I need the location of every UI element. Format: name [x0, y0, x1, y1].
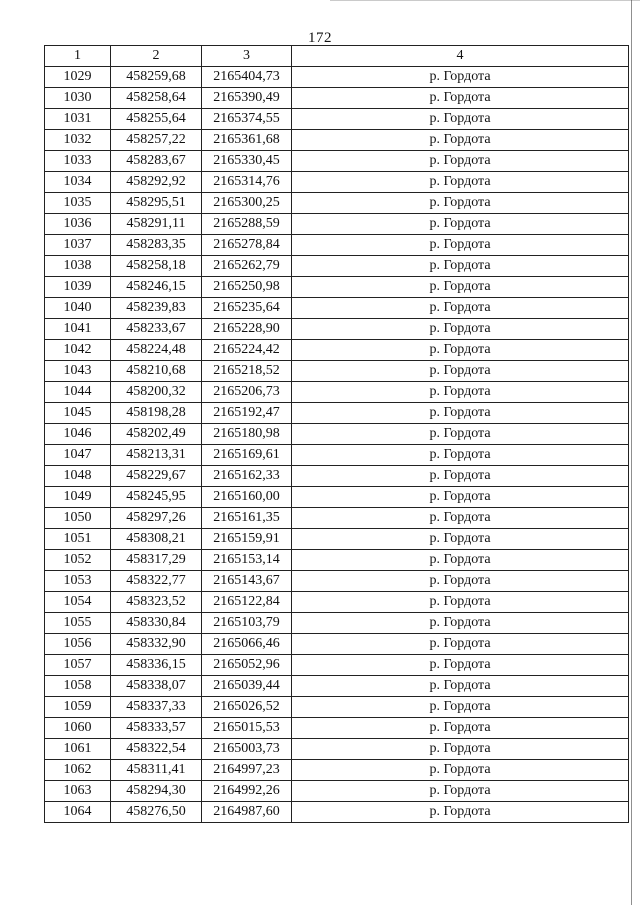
y-coordinate-cell: 2165278,84 [202, 235, 292, 256]
object-name-cell: р. Гордота [292, 130, 629, 151]
column-header-3: 3 [202, 46, 292, 67]
point-number-cell: 1043 [45, 361, 111, 382]
page-number: 172 [308, 30, 332, 46]
y-coordinate-cell: 2165122,84 [202, 592, 292, 613]
table-row [45, 529, 629, 550]
x-coordinate-cell: 458276,50 [111, 802, 202, 823]
x-coordinate-cell: 458198,28 [111, 403, 202, 424]
object-name-cell: р. Гордота [292, 109, 629, 130]
x-coordinate-cell: 458245,95 [111, 487, 202, 508]
point-number-cell: 1044 [45, 382, 111, 403]
table-row [45, 613, 629, 634]
object-name-cell: р. Гордота [292, 361, 629, 382]
object-name-cell: р. Гордота [292, 676, 629, 697]
y-coordinate-cell: 2165103,79 [202, 613, 292, 634]
x-coordinate-cell: 458323,52 [111, 592, 202, 613]
object-name-cell: р. Гордота [292, 235, 629, 256]
x-coordinate-cell: 458246,15 [111, 277, 202, 298]
table-row [45, 88, 629, 109]
object-name-cell: р. Гордота [292, 739, 629, 760]
y-coordinate-cell: 2165288,59 [202, 214, 292, 235]
table-row [45, 760, 629, 781]
x-coordinate-cell: 458259,68 [111, 67, 202, 88]
table-row [45, 781, 629, 802]
point-number-cell: 1041 [45, 319, 111, 340]
y-coordinate-cell: 2164987,60 [202, 802, 292, 823]
x-coordinate-cell: 458322,54 [111, 739, 202, 760]
column-header-4: 4 [292, 46, 629, 67]
y-coordinate-cell: 2165162,33 [202, 466, 292, 487]
object-name-cell: р. Гордота [292, 571, 629, 592]
x-coordinate-cell: 458295,51 [111, 193, 202, 214]
object-name-cell: р. Гордота [292, 403, 629, 424]
object-name-cell: р. Гордота [292, 529, 629, 550]
y-coordinate-cell: 2165228,90 [202, 319, 292, 340]
point-number-cell: 1062 [45, 760, 111, 781]
object-name-cell: р. Гордота [292, 172, 629, 193]
y-coordinate-cell: 2165250,98 [202, 277, 292, 298]
coordinates-table [44, 45, 629, 823]
object-name-cell: р. Гордота [292, 214, 629, 235]
y-coordinate-cell: 2165206,73 [202, 382, 292, 403]
object-name-cell: р. Гордота [292, 88, 629, 109]
x-coordinate-cell: 458294,30 [111, 781, 202, 802]
point-number-cell: 1045 [45, 403, 111, 424]
table-row [45, 403, 629, 424]
y-coordinate-cell: 2165218,52 [202, 361, 292, 382]
object-name-cell: р. Гордота [292, 613, 629, 634]
x-coordinate-cell: 458283,67 [111, 151, 202, 172]
point-number-cell: 1032 [45, 130, 111, 151]
y-coordinate-cell: 2165026,52 [202, 697, 292, 718]
point-number-cell: 1059 [45, 697, 111, 718]
table-row [45, 235, 629, 256]
x-coordinate-cell: 458308,21 [111, 529, 202, 550]
object-name-cell: р. Гордота [292, 802, 629, 823]
x-coordinate-cell: 458239,83 [111, 298, 202, 319]
x-coordinate-cell: 458292,92 [111, 172, 202, 193]
table-row [45, 172, 629, 193]
page-edge-top [330, 0, 640, 1]
table-row [45, 151, 629, 172]
point-number-cell: 1061 [45, 739, 111, 760]
y-coordinate-cell: 2165015,53 [202, 718, 292, 739]
point-number-cell: 1063 [45, 781, 111, 802]
x-coordinate-cell: 458283,35 [111, 235, 202, 256]
table-row [45, 67, 629, 88]
y-coordinate-cell: 2165039,44 [202, 676, 292, 697]
point-number-cell: 1035 [45, 193, 111, 214]
table-row [45, 571, 629, 592]
table-row [45, 697, 629, 718]
table-row [45, 739, 629, 760]
object-name-cell: р. Гордота [292, 277, 629, 298]
y-coordinate-cell: 2165224,42 [202, 340, 292, 361]
x-coordinate-cell: 458297,26 [111, 508, 202, 529]
object-name-cell: р. Гордота [292, 592, 629, 613]
table-row [45, 214, 629, 235]
point-number-cell: 1060 [45, 718, 111, 739]
x-coordinate-cell: 458317,29 [111, 550, 202, 571]
table-header [45, 46, 629, 67]
x-coordinate-cell: 458233,67 [111, 319, 202, 340]
point-number-cell: 1029 [45, 67, 111, 88]
point-number-cell: 1036 [45, 214, 111, 235]
point-number-cell: 1034 [45, 172, 111, 193]
object-name-cell: р. Гордота [292, 67, 629, 88]
y-coordinate-cell: 2165404,73 [202, 67, 292, 88]
table-row [45, 340, 629, 361]
y-coordinate-cell: 2165361,68 [202, 130, 292, 151]
object-name-cell: р. Гордота [292, 424, 629, 445]
y-coordinate-cell: 2164992,26 [202, 781, 292, 802]
object-name-cell: р. Гордота [292, 193, 629, 214]
x-coordinate-cell: 458338,07 [111, 676, 202, 697]
table-row [45, 130, 629, 151]
object-name-cell: р. Гордота [292, 487, 629, 508]
object-name-cell: р. Гордота [292, 382, 629, 403]
point-number-cell: 1064 [45, 802, 111, 823]
x-coordinate-cell: 458330,84 [111, 613, 202, 634]
point-number-cell: 1054 [45, 592, 111, 613]
x-coordinate-cell: 458229,67 [111, 466, 202, 487]
point-number-cell: 1030 [45, 88, 111, 109]
y-coordinate-cell: 2165192,47 [202, 403, 292, 424]
column-header-2: 2 [111, 46, 202, 67]
table-row [45, 445, 629, 466]
table-row [45, 718, 629, 739]
point-number-cell: 1056 [45, 634, 111, 655]
y-coordinate-cell: 2165374,55 [202, 109, 292, 130]
y-coordinate-cell: 2165066,46 [202, 634, 292, 655]
y-coordinate-cell: 2165160,00 [202, 487, 292, 508]
table-row [45, 676, 629, 697]
x-coordinate-cell: 458311,41 [111, 760, 202, 781]
x-coordinate-cell: 458291,11 [111, 214, 202, 235]
point-number-cell: 1051 [45, 529, 111, 550]
point-number-cell: 1040 [45, 298, 111, 319]
x-coordinate-cell: 458258,64 [111, 88, 202, 109]
y-coordinate-cell: 2165262,79 [202, 256, 292, 277]
page-edge-right [631, 0, 632, 905]
table-row [45, 466, 629, 487]
x-coordinate-cell: 458337,33 [111, 697, 202, 718]
point-number-cell: 1050 [45, 508, 111, 529]
object-name-cell: р. Гордота [292, 781, 629, 802]
object-name-cell: р. Гордота [292, 256, 629, 277]
object-name-cell: р. Гордота [292, 151, 629, 172]
point-number-cell: 1052 [45, 550, 111, 571]
point-number-cell: 1033 [45, 151, 111, 172]
table-row [45, 382, 629, 403]
object-name-cell: р. Гордота [292, 697, 629, 718]
x-coordinate-cell: 458333,57 [111, 718, 202, 739]
table-row [45, 487, 629, 508]
y-coordinate-cell: 2165300,25 [202, 193, 292, 214]
object-name-cell: р. Гордота [292, 508, 629, 529]
table-row [45, 298, 629, 319]
y-coordinate-cell: 2165052,96 [202, 655, 292, 676]
object-name-cell: р. Гордота [292, 718, 629, 739]
point-number-cell: 1058 [45, 676, 111, 697]
column-header-1: 1 [45, 46, 111, 67]
point-number-cell: 1038 [45, 256, 111, 277]
table-row [45, 802, 629, 823]
table-row [45, 361, 629, 382]
object-name-cell: р. Гордота [292, 760, 629, 781]
table-row [45, 592, 629, 613]
object-name-cell: р. Гордота [292, 634, 629, 655]
x-coordinate-cell: 458257,22 [111, 130, 202, 151]
header-row [45, 46, 629, 67]
y-coordinate-cell: 2165235,64 [202, 298, 292, 319]
table-row [45, 508, 629, 529]
y-coordinate-cell: 2165153,14 [202, 550, 292, 571]
point-number-cell: 1053 [45, 571, 111, 592]
object-name-cell: р. Гордота [292, 298, 629, 319]
y-coordinate-cell: 2165330,45 [202, 151, 292, 172]
point-number-cell: 1037 [45, 235, 111, 256]
point-number-cell: 1042 [45, 340, 111, 361]
table-row [45, 277, 629, 298]
x-coordinate-cell: 458210,68 [111, 361, 202, 382]
x-coordinate-cell: 458200,32 [111, 382, 202, 403]
point-number-cell: 1048 [45, 466, 111, 487]
point-number-cell: 1055 [45, 613, 111, 634]
table-row [45, 424, 629, 445]
y-coordinate-cell: 2164997,23 [202, 760, 292, 781]
x-coordinate-cell: 458255,64 [111, 109, 202, 130]
x-coordinate-cell: 458258,18 [111, 256, 202, 277]
y-coordinate-cell: 2165003,73 [202, 739, 292, 760]
y-coordinate-cell: 2165169,61 [202, 445, 292, 466]
point-number-cell: 1046 [45, 424, 111, 445]
x-coordinate-cell: 458336,15 [111, 655, 202, 676]
point-number-cell: 1057 [45, 655, 111, 676]
table-row [45, 655, 629, 676]
point-number-cell: 1031 [45, 109, 111, 130]
object-name-cell: р. Гордота [292, 466, 629, 487]
object-name-cell: р. Гордота [292, 340, 629, 361]
table-body [45, 67, 629, 823]
y-coordinate-cell: 2165390,49 [202, 88, 292, 109]
object-name-cell: р. Гордота [292, 550, 629, 571]
y-coordinate-cell: 2165161,35 [202, 508, 292, 529]
table-row [45, 550, 629, 571]
object-name-cell: р. Гордота [292, 319, 629, 340]
table-row [45, 634, 629, 655]
y-coordinate-cell: 2165159,91 [202, 529, 292, 550]
x-coordinate-cell: 458213,31 [111, 445, 202, 466]
point-number-cell: 1049 [45, 487, 111, 508]
x-coordinate-cell: 458332,90 [111, 634, 202, 655]
y-coordinate-cell: 2165143,67 [202, 571, 292, 592]
object-name-cell: р. Гордота [292, 655, 629, 676]
table-row [45, 193, 629, 214]
table-row [45, 256, 629, 277]
y-coordinate-cell: 2165314,76 [202, 172, 292, 193]
y-coordinate-cell: 2165180,98 [202, 424, 292, 445]
table-row [45, 319, 629, 340]
x-coordinate-cell: 458224,48 [111, 340, 202, 361]
point-number-cell: 1039 [45, 277, 111, 298]
table-row [45, 109, 629, 130]
x-coordinate-cell: 458202,49 [111, 424, 202, 445]
x-coordinate-cell: 458322,77 [111, 571, 202, 592]
object-name-cell: р. Гордота [292, 445, 629, 466]
point-number-cell: 1047 [45, 445, 111, 466]
